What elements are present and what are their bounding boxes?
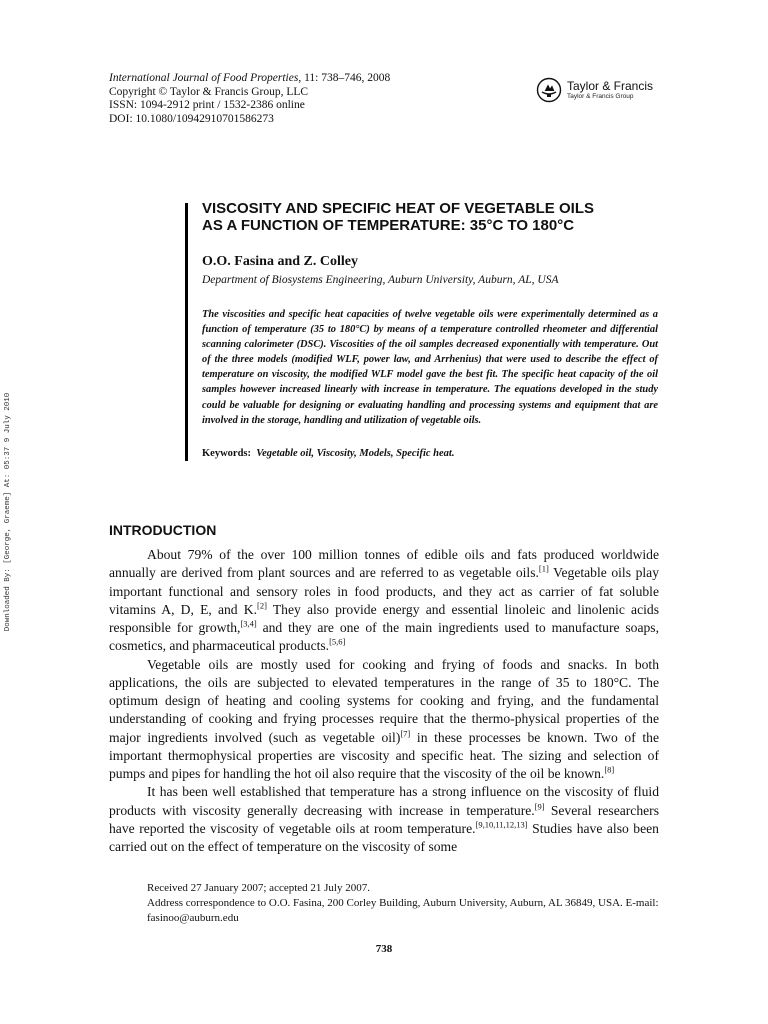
author-affiliation: Department of Biosystems Engineering, Auburn University, Auburn, AL, USA: [202, 274, 559, 286]
citation: [9,10,11,12,13]: [475, 819, 528, 830]
page-number: 738: [375, 943, 393, 955]
publisher-group: Taylor & Francis Group: [567, 92, 634, 100]
publisher-emblem-icon: [536, 77, 562, 103]
citation: [1]: [538, 563, 549, 574]
citation: [2]: [257, 600, 267, 611]
keywords-list: Vegetable oil, Viscosity, Models, Specific heat.: [256, 448, 455, 459]
publisher-logo: [536, 76, 653, 104]
body-text: [109, 546, 659, 856]
title-rule: [185, 203, 188, 461]
correspondence-address: Address correspondence to O.O. Fasina, 200 Corley Building, Auburn University, Auburn, AL 36849, USA. E-mail: fasinoo@auburn.edu: [147, 897, 659, 924]
citation: [8]: [604, 764, 615, 775]
footnote: [109, 881, 661, 926]
download-note: Downloaded By: [George, Graeme] At: 05:37 9 July 2010: [4, 392, 12, 632]
keywords-label: Keywords:: [202, 448, 251, 459]
publisher-name: Taylor & Francis: [567, 78, 654, 93]
citation: [5,6]: [329, 636, 346, 647]
journal-volume: , 11: 738–746, 2008: [298, 72, 391, 84]
citation: [9]: [534, 800, 545, 811]
citation: [3,4]: [240, 618, 257, 629]
paragraph-2: Vegetable oils are mostly used for cooking and frying of foods and snacks. In both applications, the oils are subjected to elevated temperatures in the range of 35 to 180°C. The optimum design of heating and cooling systems for cooking and frying, and the fundamental understanding of cooking and frying processes require that the thermo-physical properties of the major ingredients involved (such as vegetable oil)[7] in these processes be known. Two of the important thermophysical properties are viscosity and specific heat. The sizing and selection of pumps and pipes for handling the hot oil also require that the viscosity of the oil be known.[8]: [109, 656, 659, 781]
section-heading: INTRODUCTION: [109, 522, 217, 538]
title-line-1: VISCOSITY AND SPECIFIC HEAT OF VEGETABLE OILS: [202, 200, 594, 217]
title-line-2: AS A FUNCTION OF TEMPERATURE: 35°C TO 180°C: [202, 217, 575, 234]
download-watermark: [2, 377, 14, 647]
paragraph-3: It has been well established that temperature has a strong influence on the viscosity of fluid products with viscosity generally decreasing with increase in temperature.[9] Several researchers have reported the viscosity of vegetable oils at room temperature.[9,10,11,12,13] Studies have also been carried out on the effect of temperature on the viscosity of some: [109, 784, 659, 854]
issn-line: ISSN: 1094-2912 print / 1532-2386 online: [109, 99, 305, 111]
article-authors: O.O. Fasina and Z. Colley: [202, 254, 358, 269]
received-date: Received 27 January 2007; accepted 21 July 2007.: [147, 882, 370, 894]
journal-header: [109, 72, 390, 126]
doi-line: DOI: 10.1080/10942910701586273: [109, 112, 274, 125]
article-title: [202, 200, 662, 234]
journal-name: International Journal of Food Properties: [109, 72, 299, 84]
journal-citation: [109, 72, 390, 86]
citation: [7]: [400, 727, 411, 738]
keywords: [202, 448, 454, 459]
abstract: The viscosities and specific heat capacities of twelve vegetable oils were experimentally determined as a function of temperature (35 to 180°C) by means of a temperature controlled rheometer and differential scanning calorimeter (DSC). Viscosities of the oil samples decreased exponentially with temperature. Out of the three models (modified WLF, power law, and Arrhenius) that were used to describe the effect of temperature on viscosity, the modified WLF model gave the best fit. The specific heat capacity of the oil samples however increased linearly with increase in temperature. The equations developed in the study could be valuable for designing or evaluating handling and processing systems and equipment that are involved in the storage, handling and utilization of vegetable oils.: [202, 309, 658, 426]
paragraph-1: About 79% of the over 100 million tonnes of edible oils and fats produced worldwide annually are derived from plant sources and are referred to as vegetable oils.[1] Vegetable oils play important functional and sensory roles in food products, and they act as carrier of fat soluble vitamins A, D, E, and K.[2] They also provide energy and essential linoleic and linolenic acids responsible for growth,[3,4] and they are one of the main ingredients used to manufacture soaps, cosmetics, and pharmaceutical products.[5,6]: [109, 547, 659, 654]
copyright-line: Copyright © Taylor & Francis Group, LLC: [109, 85, 309, 98]
